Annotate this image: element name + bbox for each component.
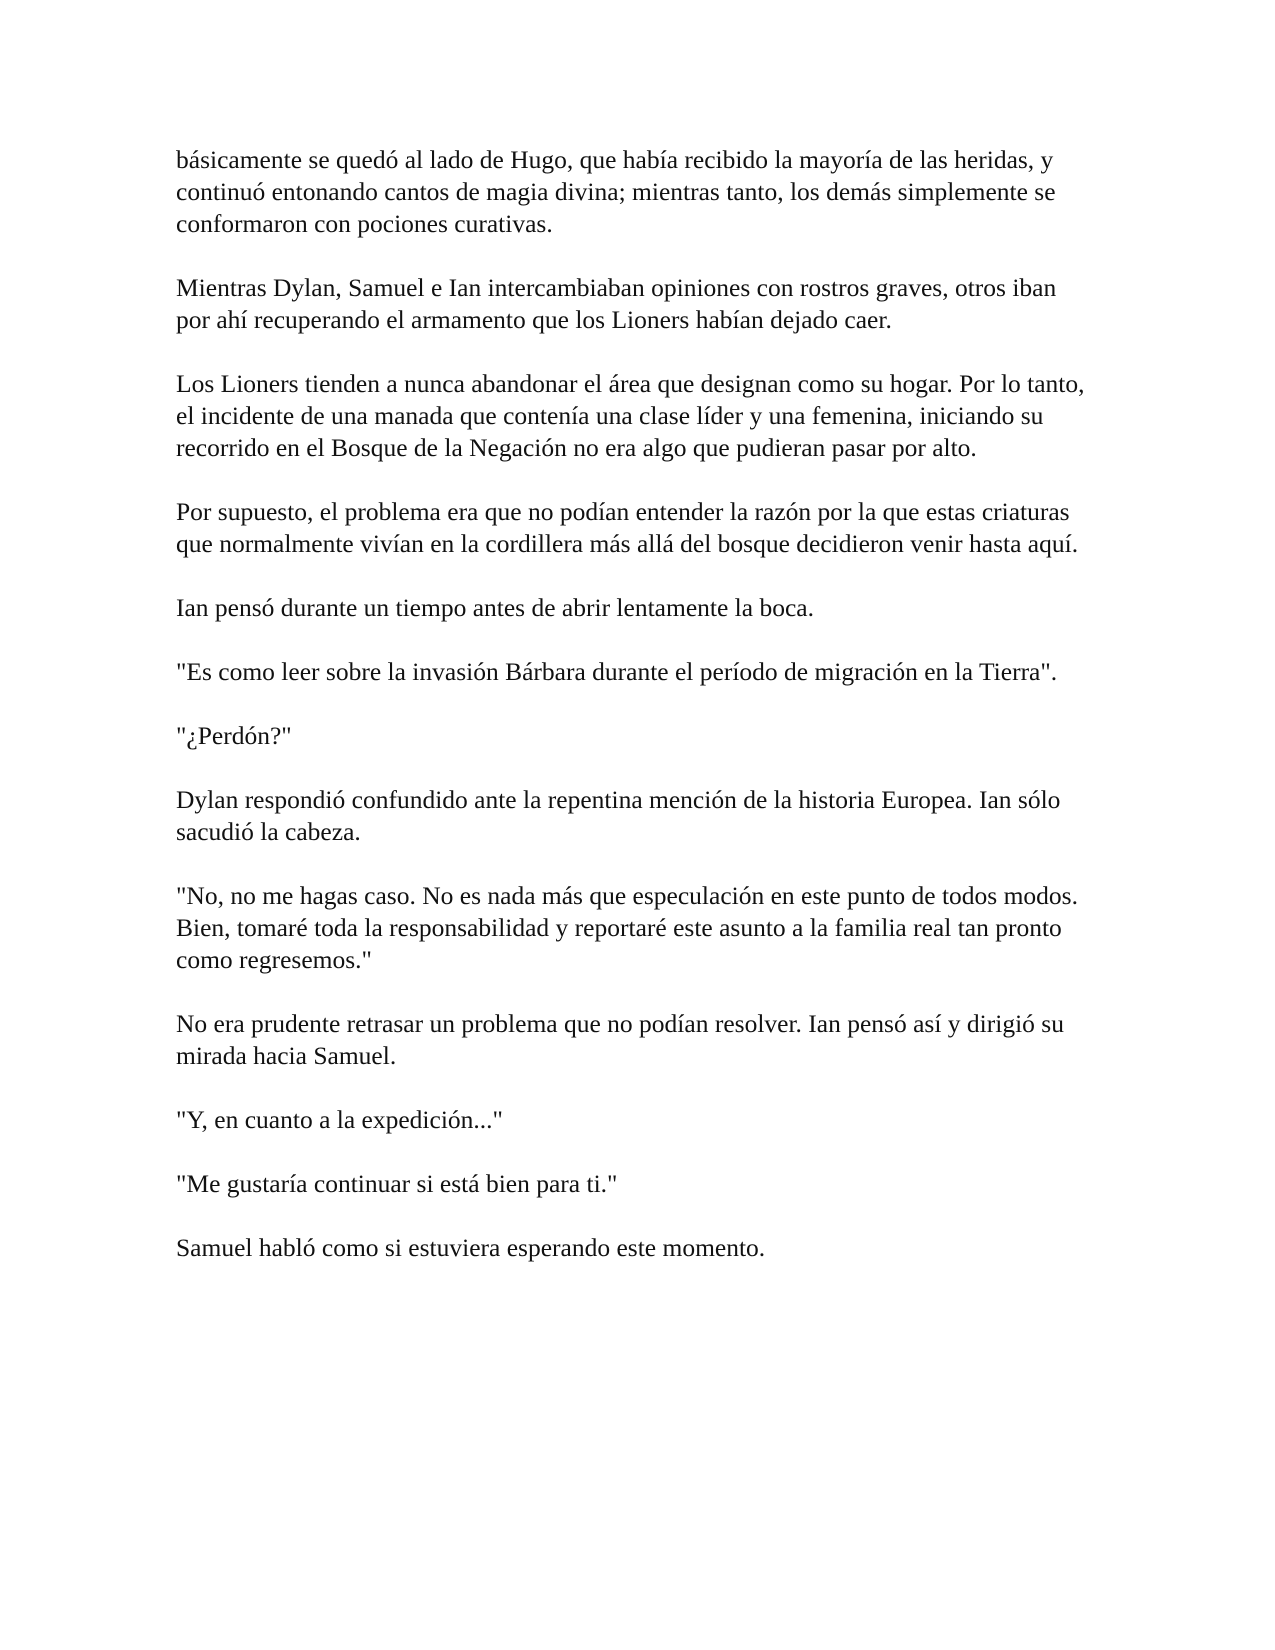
paragraph-6: "Es como leer sobre la invasión Bárbara durante el período de migración en la Tierra".: [176, 657, 1058, 686]
paragraph-8: Dylan respondió confundido ante la repentina mención de la historia Europea. Ian sólo sacudió la cabeza.: [176, 785, 1061, 846]
paragraph-5: Ian pensó durante un tiempo antes de abrir lentamente la boca.: [176, 593, 814, 622]
paragraph-2: Mientras Dylan, Samuel e Ian intercambiaban opiniones con rostros graves, otros iban por ahí recuperando el armamento que los Lioners habían dejado caer.: [176, 273, 1057, 334]
paragraph-9: "No, no me hagas caso. No es nada más que especulación en este punto de todos modos. Bien, tomaré toda la responsabilidad y reportaré este asunto a la familia real tan pronto como regresemos.": [176, 881, 1078, 974]
paragraph-13: Samuel habló como si estuviera esperando este momento.: [176, 1233, 766, 1262]
paragraph-11: "Y, en cuanto a la expedición...": [176, 1105, 503, 1134]
paragraph-7: "¿Perdón?": [176, 721, 292, 750]
text-body: [176, 144, 1096, 1296]
paragraph-3: Los Lioners tienden a nunca abandonar el área que designan como su hogar. Por lo tanto, el incidente de una manada que contenía una clase líder y una femenina, iniciando su recorrido en el Bosque de la Negación no era algo que pudieran pasar por alto.: [176, 369, 1085, 462]
paragraph-12: "Me gustaría continuar si está bien para ti.": [176, 1169, 618, 1198]
paragraph-10: No era prudente retrasar un problema que no podían resolver. Ian pensó así y dirigió su mirada hacia Samuel.: [176, 1009, 1064, 1070]
paragraph-1: básicamente se quedó al lado de Hugo, que había recibido la mayoría de las heridas, y continuó entonando cantos de magia divina; mientras tanto, los demás simplemente se conformaron con pociones curativas.: [176, 145, 1056, 238]
paragraph-4: Por supuesto, el problema era que no podían entender la razón por la que estas criaturas que normalmente vivían en la cordillera más allá del bosque decidieron venir hasta aquí.: [176, 497, 1079, 558]
